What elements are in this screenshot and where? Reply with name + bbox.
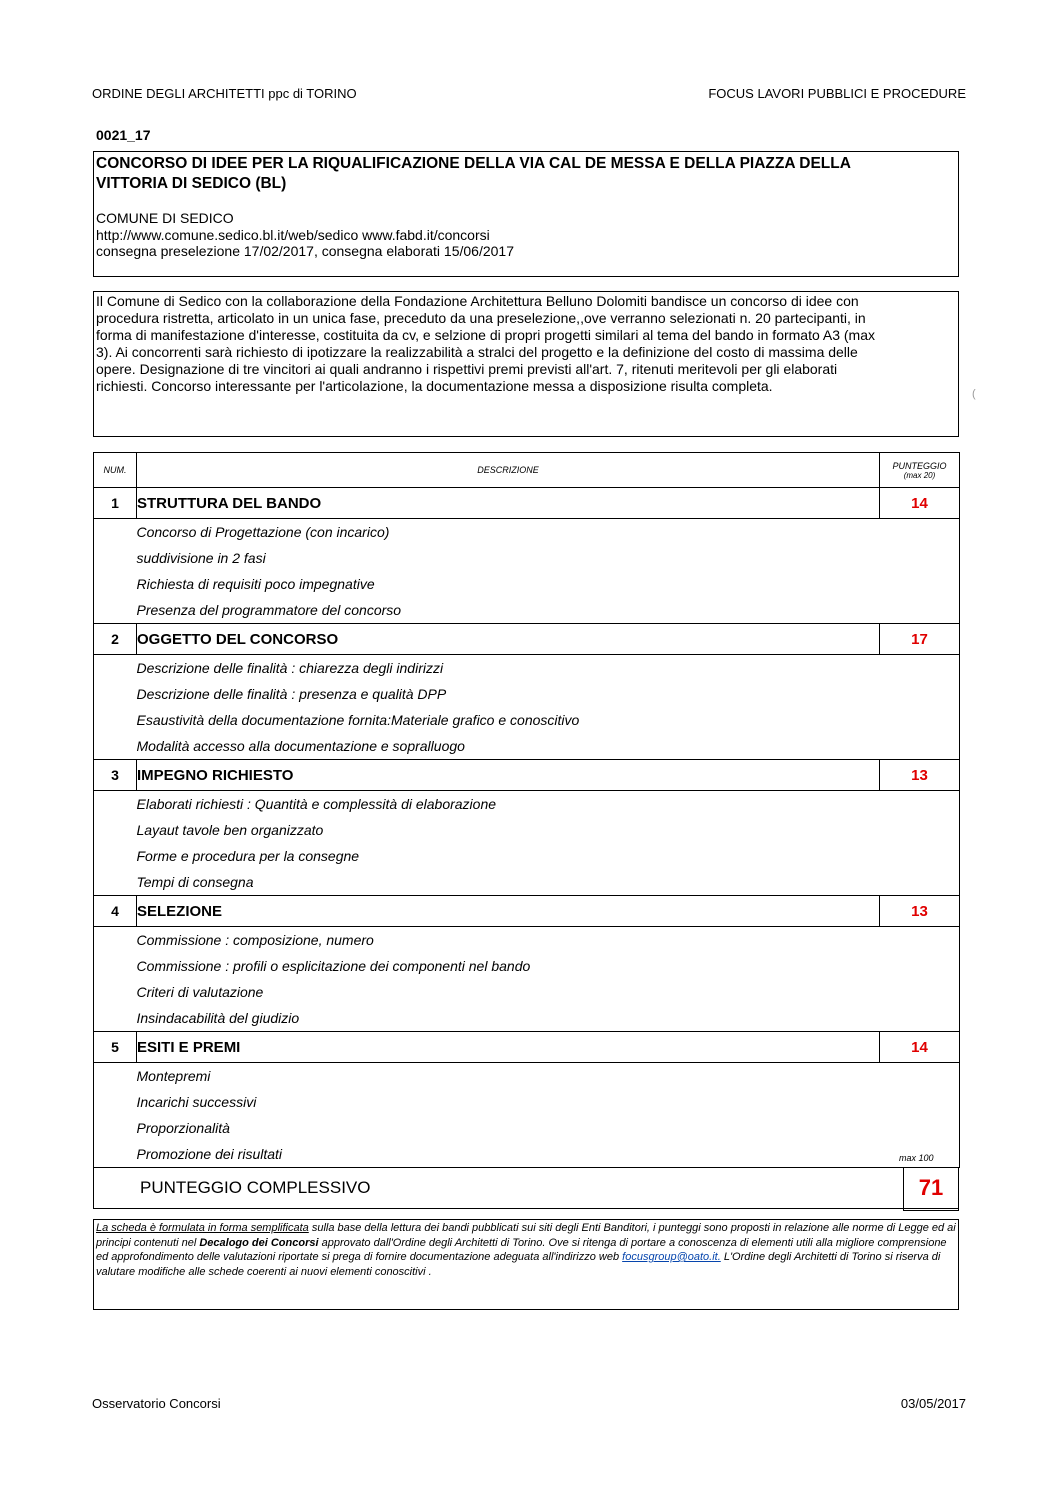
total-max-label: max 100 bbox=[899, 1153, 934, 1163]
criterion-row bbox=[94, 817, 960, 843]
description-line: procedura ristretta, articolato in un unica fase, preceduto da una preselezione,,ove verranno selezionati n. 20 partecipanti, in bbox=[96, 310, 866, 326]
criterion-row bbox=[94, 1141, 960, 1168]
section-score: 13 bbox=[880, 896, 960, 927]
section-number: 3 bbox=[94, 760, 137, 791]
criterion-label: Modalità accesso alla documentazione e sopralluogo bbox=[136, 738, 465, 754]
header-score-label: PUNTEGGIO bbox=[892, 460, 947, 471]
description-line: Il Comune di Sedico con la collaborazione della Fondazione Architettura Belluno Dolomiti bandisce un concorso di idee con bbox=[96, 293, 859, 309]
criterion-num-cell bbox=[94, 927, 137, 954]
criterion-score-cell bbox=[880, 1005, 960, 1032]
criterion-num-cell bbox=[94, 869, 137, 896]
criterion-num-cell bbox=[94, 791, 137, 818]
section-number: 2 bbox=[94, 624, 137, 655]
disclaimer-intro: La scheda è formulata in forma semplificata bbox=[96, 1222, 309, 1234]
title-line-1: CONCORSO DI IDEE PER LA RIQUALIFICAZIONE DELLA VIA CAL DE MESSA E DELLA PIAZZA DELLA bbox=[96, 155, 851, 172]
header-num: NUM. bbox=[94, 453, 137, 488]
description-box bbox=[93, 291, 959, 437]
criterion-num-cell bbox=[94, 1089, 137, 1115]
header-score bbox=[880, 453, 960, 488]
total-score: 71 bbox=[903, 1167, 959, 1211]
criterion-label: Commissione : profili o esplicitazione dei componenti nel bando bbox=[136, 958, 531, 974]
criterion-num-cell bbox=[94, 707, 137, 733]
description-line: richiesti. Concorso interessante per l'articolazione, la documentazione messa a disposizione risulta completa. bbox=[96, 378, 773, 394]
section-row bbox=[94, 1032, 960, 1063]
section-score: 17 bbox=[880, 624, 960, 655]
disclaimer-text: approvato dall'Ordine degli Architetti di Torino. Ove si ritenga di portare a conoscenza di elementi utili alla migliore comprensione ed approfondimento delle valutazioni riportate si prega di fornire documentazione adeguata all'indirizzo web bbox=[96, 1236, 947, 1263]
section-score: 13 bbox=[880, 760, 960, 791]
criterion-score-cell bbox=[880, 979, 960, 1005]
criterion-label: Elaborati richiesti : Quantità e complessità di elaborazione bbox=[136, 796, 497, 812]
header-score-max: (max 20) bbox=[903, 470, 936, 480]
section-row bbox=[94, 624, 960, 655]
criterion-label: Concorso di Progettazione (con incarico) bbox=[136, 524, 390, 540]
criterion-row bbox=[94, 791, 960, 818]
criterion-row bbox=[94, 927, 960, 954]
criterion-label: Descrizione delle finalità : chiarezza degli indirizzi bbox=[136, 660, 444, 676]
criterion-row bbox=[94, 733, 960, 760]
criterion-row bbox=[94, 953, 960, 979]
criterion-row bbox=[94, 571, 960, 597]
criterion-num-cell bbox=[94, 597, 137, 624]
criterion-score-cell bbox=[880, 707, 960, 733]
disclaimer-decalogo: Decalogo dei Concorsi bbox=[199, 1236, 319, 1249]
section-row bbox=[94, 760, 960, 791]
criterion-row bbox=[94, 707, 960, 733]
section-title: ESITI E PREMI bbox=[137, 1032, 880, 1063]
description-line: forma di manifestazione d'interesse, costituita da cv, e selzione di propri progetti similari al tema del bando in formato A3 (max bbox=[96, 327, 876, 343]
criterion-label: Promozione dei risultati bbox=[137, 1141, 880, 1168]
criterion-label: Montepremi bbox=[136, 1068, 211, 1084]
criterion-label: suddivisione in 2 fasi bbox=[136, 550, 266, 566]
section-row bbox=[94, 896, 960, 927]
entity-name: COMUNE DI SEDICO bbox=[96, 210, 234, 226]
section-number: 4 bbox=[94, 896, 137, 927]
criterion-row bbox=[94, 655, 960, 682]
criterion-num-cell bbox=[94, 1005, 137, 1032]
criterion-num-cell bbox=[94, 1141, 137, 1168]
criterion-row bbox=[94, 869, 960, 896]
criterion-label: Richiesta di requisiti poco impegnative bbox=[136, 576, 375, 592]
criterion-num-cell bbox=[94, 681, 137, 707]
table-header-row bbox=[94, 453, 960, 488]
title-line-2: VITTORIA DI SEDICO (BL) bbox=[96, 175, 287, 192]
section-score: 14 bbox=[880, 1032, 960, 1063]
criterion-num-cell bbox=[94, 545, 137, 571]
criterion-label: Criteri di valutazione bbox=[136, 984, 264, 1000]
disclaimer-text: sulla base della lettura dei bandi pubblicati sui siti degli Enti Banditori, i punteggi sono proposti in relazione alle norme di Legge ed ai principi contenuti nel bbox=[96, 1222, 956, 1249]
criterion-row bbox=[94, 545, 960, 571]
description-line: 3). Ai concorrenti sarà richiesto di ipotizzare la realizzabilità a stralci del progetto e la definizione del costo di massima delle bbox=[96, 344, 858, 360]
criterion-score-cell bbox=[880, 1115, 960, 1141]
criterion-row bbox=[94, 1063, 960, 1090]
total-box bbox=[93, 1167, 959, 1209]
footer-observatory: Osservatorio Concorsi bbox=[92, 1396, 221, 1411]
criterion-score-cell bbox=[880, 597, 960, 624]
criterion-score-cell bbox=[880, 1089, 960, 1115]
header-description: DESCRIZIONE bbox=[137, 453, 880, 488]
disclaimer-box bbox=[93, 1219, 959, 1310]
criterion-row bbox=[94, 843, 960, 869]
section-number: 5 bbox=[94, 1032, 137, 1063]
criterion-label: Incarichi successivi bbox=[136, 1094, 257, 1110]
criterion-score-cell bbox=[880, 681, 960, 707]
criterion-num-cell bbox=[94, 1115, 137, 1141]
criterion-num-cell bbox=[94, 843, 137, 869]
criterion-row bbox=[94, 681, 960, 707]
criterion-score-cell bbox=[880, 817, 960, 843]
criterion-label: Layaut tavole ben organizzato bbox=[136, 822, 324, 838]
criterion-label: Esaustività della documentazione fornita:Materiale grafico e conoscitivo bbox=[136, 712, 580, 728]
criterion-score-cell bbox=[880, 843, 960, 869]
criterion-num-cell bbox=[94, 519, 137, 546]
criterion-num-cell bbox=[94, 571, 137, 597]
criterion-score-cell bbox=[880, 953, 960, 979]
deadline-dates: consegna preselezione 17/02/2017, consegna elaborati 15/06/2017 bbox=[96, 243, 514, 259]
criterion-label: Commissione : composizione, numero bbox=[136, 932, 374, 948]
criterion-row bbox=[94, 519, 960, 546]
criterion-row bbox=[94, 1089, 960, 1115]
score-table bbox=[93, 452, 960, 1168]
section-row bbox=[94, 488, 960, 519]
criterion-score-cell bbox=[880, 655, 960, 682]
header-org: ORDINE DEGLI ARCHITETTI ppc di TORINO bbox=[92, 86, 357, 101]
total-label: PUNTEGGIO COMPLESSIVO bbox=[140, 1178, 371, 1197]
criterion-num-cell bbox=[94, 953, 137, 979]
criterion-row bbox=[94, 597, 960, 624]
reference-links: http://www.comune.sedico.bl.it/web/sedico www.fabd.it/concorsi bbox=[96, 226, 490, 243]
criterion-row bbox=[94, 1005, 960, 1032]
section-title: OGGETTO DEL CONCORSO bbox=[137, 624, 880, 655]
criterion-row bbox=[94, 1115, 960, 1141]
section-title: SELEZIONE bbox=[137, 896, 880, 927]
criterion-row bbox=[94, 979, 960, 1005]
criterion-score-cell bbox=[880, 545, 960, 571]
criterion-score-cell bbox=[880, 791, 960, 818]
criterion-label: Insindacabilità del giudizio bbox=[136, 1010, 300, 1026]
criterion-score-cell bbox=[880, 519, 960, 546]
criterion-label: Descrizione delle finalità : presenza e qualità DPP bbox=[136, 686, 447, 702]
criterion-label: Forme e procedura per la consegne bbox=[136, 848, 360, 864]
criterion-score-cell bbox=[880, 927, 960, 954]
section-number: 1 bbox=[94, 488, 137, 519]
criterion-score-cell bbox=[880, 733, 960, 760]
section-title: IMPEGNO RICHIESTO bbox=[137, 760, 880, 791]
title-box bbox=[93, 151, 959, 277]
disclaimer-email-link[interactable]: focusgroup@oato.it. bbox=[622, 1251, 721, 1263]
criterion-num-cell bbox=[94, 655, 137, 682]
section-score: 14 bbox=[880, 488, 960, 519]
criterion-num-cell bbox=[94, 979, 137, 1005]
disclaimer-text: L'Ordine degli Architetti di Torino si riserva di valutare modifiche alle schede coerenti ai nuovi elementi conoscitivi . bbox=[96, 1251, 941, 1278]
criterion-label: Tempi di consegna bbox=[136, 874, 254, 890]
criterion-label: Proporzionalità bbox=[136, 1120, 230, 1136]
margin-mark: ( bbox=[972, 388, 976, 400]
footer-date: 03/05/2017 bbox=[900, 1396, 966, 1411]
criterion-score-cell bbox=[880, 571, 960, 597]
criterion-score-cell bbox=[880, 1063, 960, 1090]
criterion-num-cell bbox=[94, 733, 137, 760]
description-line: opere. Designazione di tre vincitori ai quali andranno i rispettivi premi previsti all'art. 7, ritenuti meritevoli per gli elaborati bbox=[96, 361, 838, 377]
record-code: 0021_17 bbox=[96, 127, 151, 143]
criterion-num-cell bbox=[94, 817, 137, 843]
criterion-num-cell bbox=[94, 1063, 137, 1090]
criterion-score-cell bbox=[880, 869, 960, 896]
header-section: FOCUS LAVORI PUBBLICI E PROCEDURE bbox=[708, 86, 966, 101]
criterion-label: Presenza del programmatore del concorso bbox=[136, 602, 402, 618]
section-title: STRUTTURA DEL BANDO bbox=[137, 488, 880, 519]
